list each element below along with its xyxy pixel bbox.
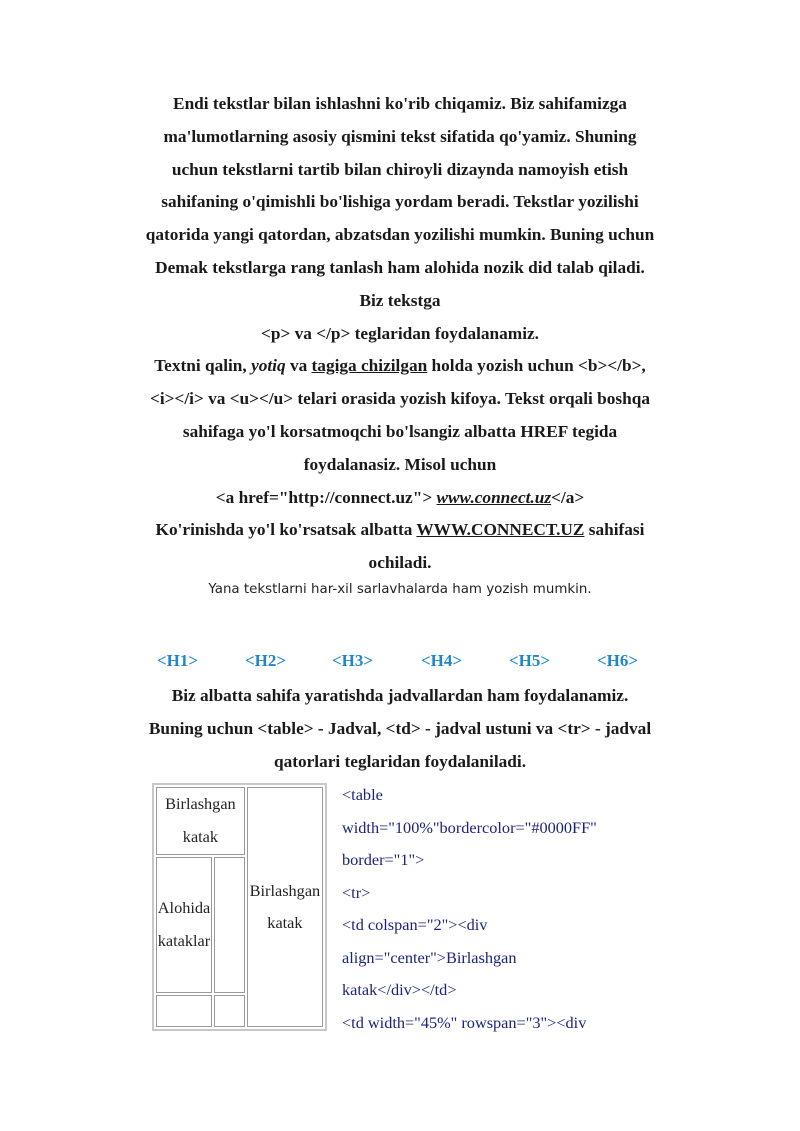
- intro-line: ochiladi.: [368, 553, 432, 573]
- intro-line-link: [100, 514, 700, 547]
- italic-example: yotiq: [251, 356, 286, 376]
- code-line: <td width="45%" rowspan="3"><div: [342, 1012, 587, 1032]
- empty-cell: [214, 995, 245, 1027]
- code-line: <table: [342, 785, 383, 804]
- intro-line: Biz tekstga: [359, 290, 441, 310]
- connect-link[interactable]: WWW.CONNECT.UZ: [416, 520, 585, 540]
- tables-line: Buning uchun <table> - Jadval, <td> - jadval ustuni va <tr> - jadval: [148, 718, 652, 738]
- heading-link-h1[interactable]: <H1>: [157, 651, 199, 670]
- intro-line: Endi tekstlar bilan ishlashni ko'rib chiqamiz. Biz sahifamizga: [173, 94, 627, 113]
- headings-note: Yana tekstlarni har-xil sarlavhalarda ham yozish mumkin.: [208, 582, 592, 597]
- merged-cell-top: Birlashgan katak: [156, 787, 245, 855]
- intro-line: uchun tekstlarni tartib bilan chiroyli dizaynda namoyish etish: [171, 159, 629, 179]
- merged-cell-right: Birlashgan katak: [247, 787, 323, 1027]
- text-fragment: holda yozish uchun <b></b>,: [427, 356, 646, 376]
- tables-paragraph: [100, 680, 700, 778]
- intro-line: sahifaning o'qimishli bo'lishiga yordam beradi. Tekstlar yozilishi: [161, 192, 639, 212]
- heading-link-h3[interactable]: <H3>: [332, 651, 374, 670]
- code-line: <tr>: [342, 882, 371, 902]
- intro-line: <p> va </p> teglaridan foydalanamiz.: [261, 323, 539, 343]
- code-line: katak</div></td>: [342, 980, 457, 999]
- empty-cell: [156, 995, 212, 1027]
- empty-cell: [214, 857, 245, 993]
- intro-paragraph: [100, 88, 700, 580]
- text-fragment: Ko'rinishda yo'l ko'rsatsak albatta: [155, 520, 417, 540]
- code-example: [342, 779, 597, 1039]
- link-text: www.connect.uz: [436, 487, 552, 507]
- intro-line: <i></i> va <u></u> telari orasida yozish kifoya. Tekst orqali boshqa: [149, 389, 651, 409]
- tables-line: qatorlari teglaridan foydalaniladi.: [273, 751, 527, 771]
- connect-link-italic[interactable]: [437, 488, 552, 507]
- underline-example: tagiga chizilgan: [311, 356, 428, 376]
- text-fragment: sahifasi: [584, 520, 645, 540]
- intro-line: Demak tekstlarga rang tanlash ham alohida nozik did talab qiladi.: [155, 257, 645, 277]
- text-fragment: Textni qalin,: [154, 356, 252, 376]
- intro-line-formatting: [100, 350, 700, 383]
- text-fragment: </a>: [551, 487, 585, 507]
- intro-line: ma'lumotlarning asosiy qismini tekst sifatida qo'yamiz. Shuning: [163, 126, 637, 146]
- code-line: border="1">: [342, 850, 425, 869]
- heading-link-h2[interactable]: <H2>: [245, 651, 287, 670]
- demo-table: [152, 783, 327, 1031]
- separate-cell: Alohida kataklar: [156, 857, 212, 993]
- code-line: <td colspan="2"><div: [342, 915, 488, 934]
- heading-link-h4[interactable]: <H4>: [421, 651, 463, 670]
- text-fragment: <a href="http://connect.uz">: [215, 487, 437, 507]
- code-line: width="100%"bordercolor="#0000FF": [342, 817, 597, 837]
- href-example-line: [100, 482, 700, 515]
- heading-link-h5[interactable]: <H5>: [509, 651, 551, 670]
- heading-link-h6[interactable]: <H6>: [597, 651, 639, 670]
- text-fragment: va: [285, 356, 312, 376]
- intro-line: sahifaga yo'l korsatmoqchi bo'lsangiz albatta HREF tegida: [182, 421, 618, 441]
- intro-line: qatorida yangi qatordan, abzatsdan yozilishi mumkin. Buning uchun: [145, 225, 655, 245]
- code-line: align="center">Birlashgan: [342, 947, 517, 967]
- tables-line: Biz albatta sahifa yaratishda jadvallardan ham foydalanamiz.: [171, 686, 629, 705]
- heading-links-row: [0, 651, 800, 675]
- intro-line: foydalanasiz. Misol uchun: [303, 454, 497, 474]
